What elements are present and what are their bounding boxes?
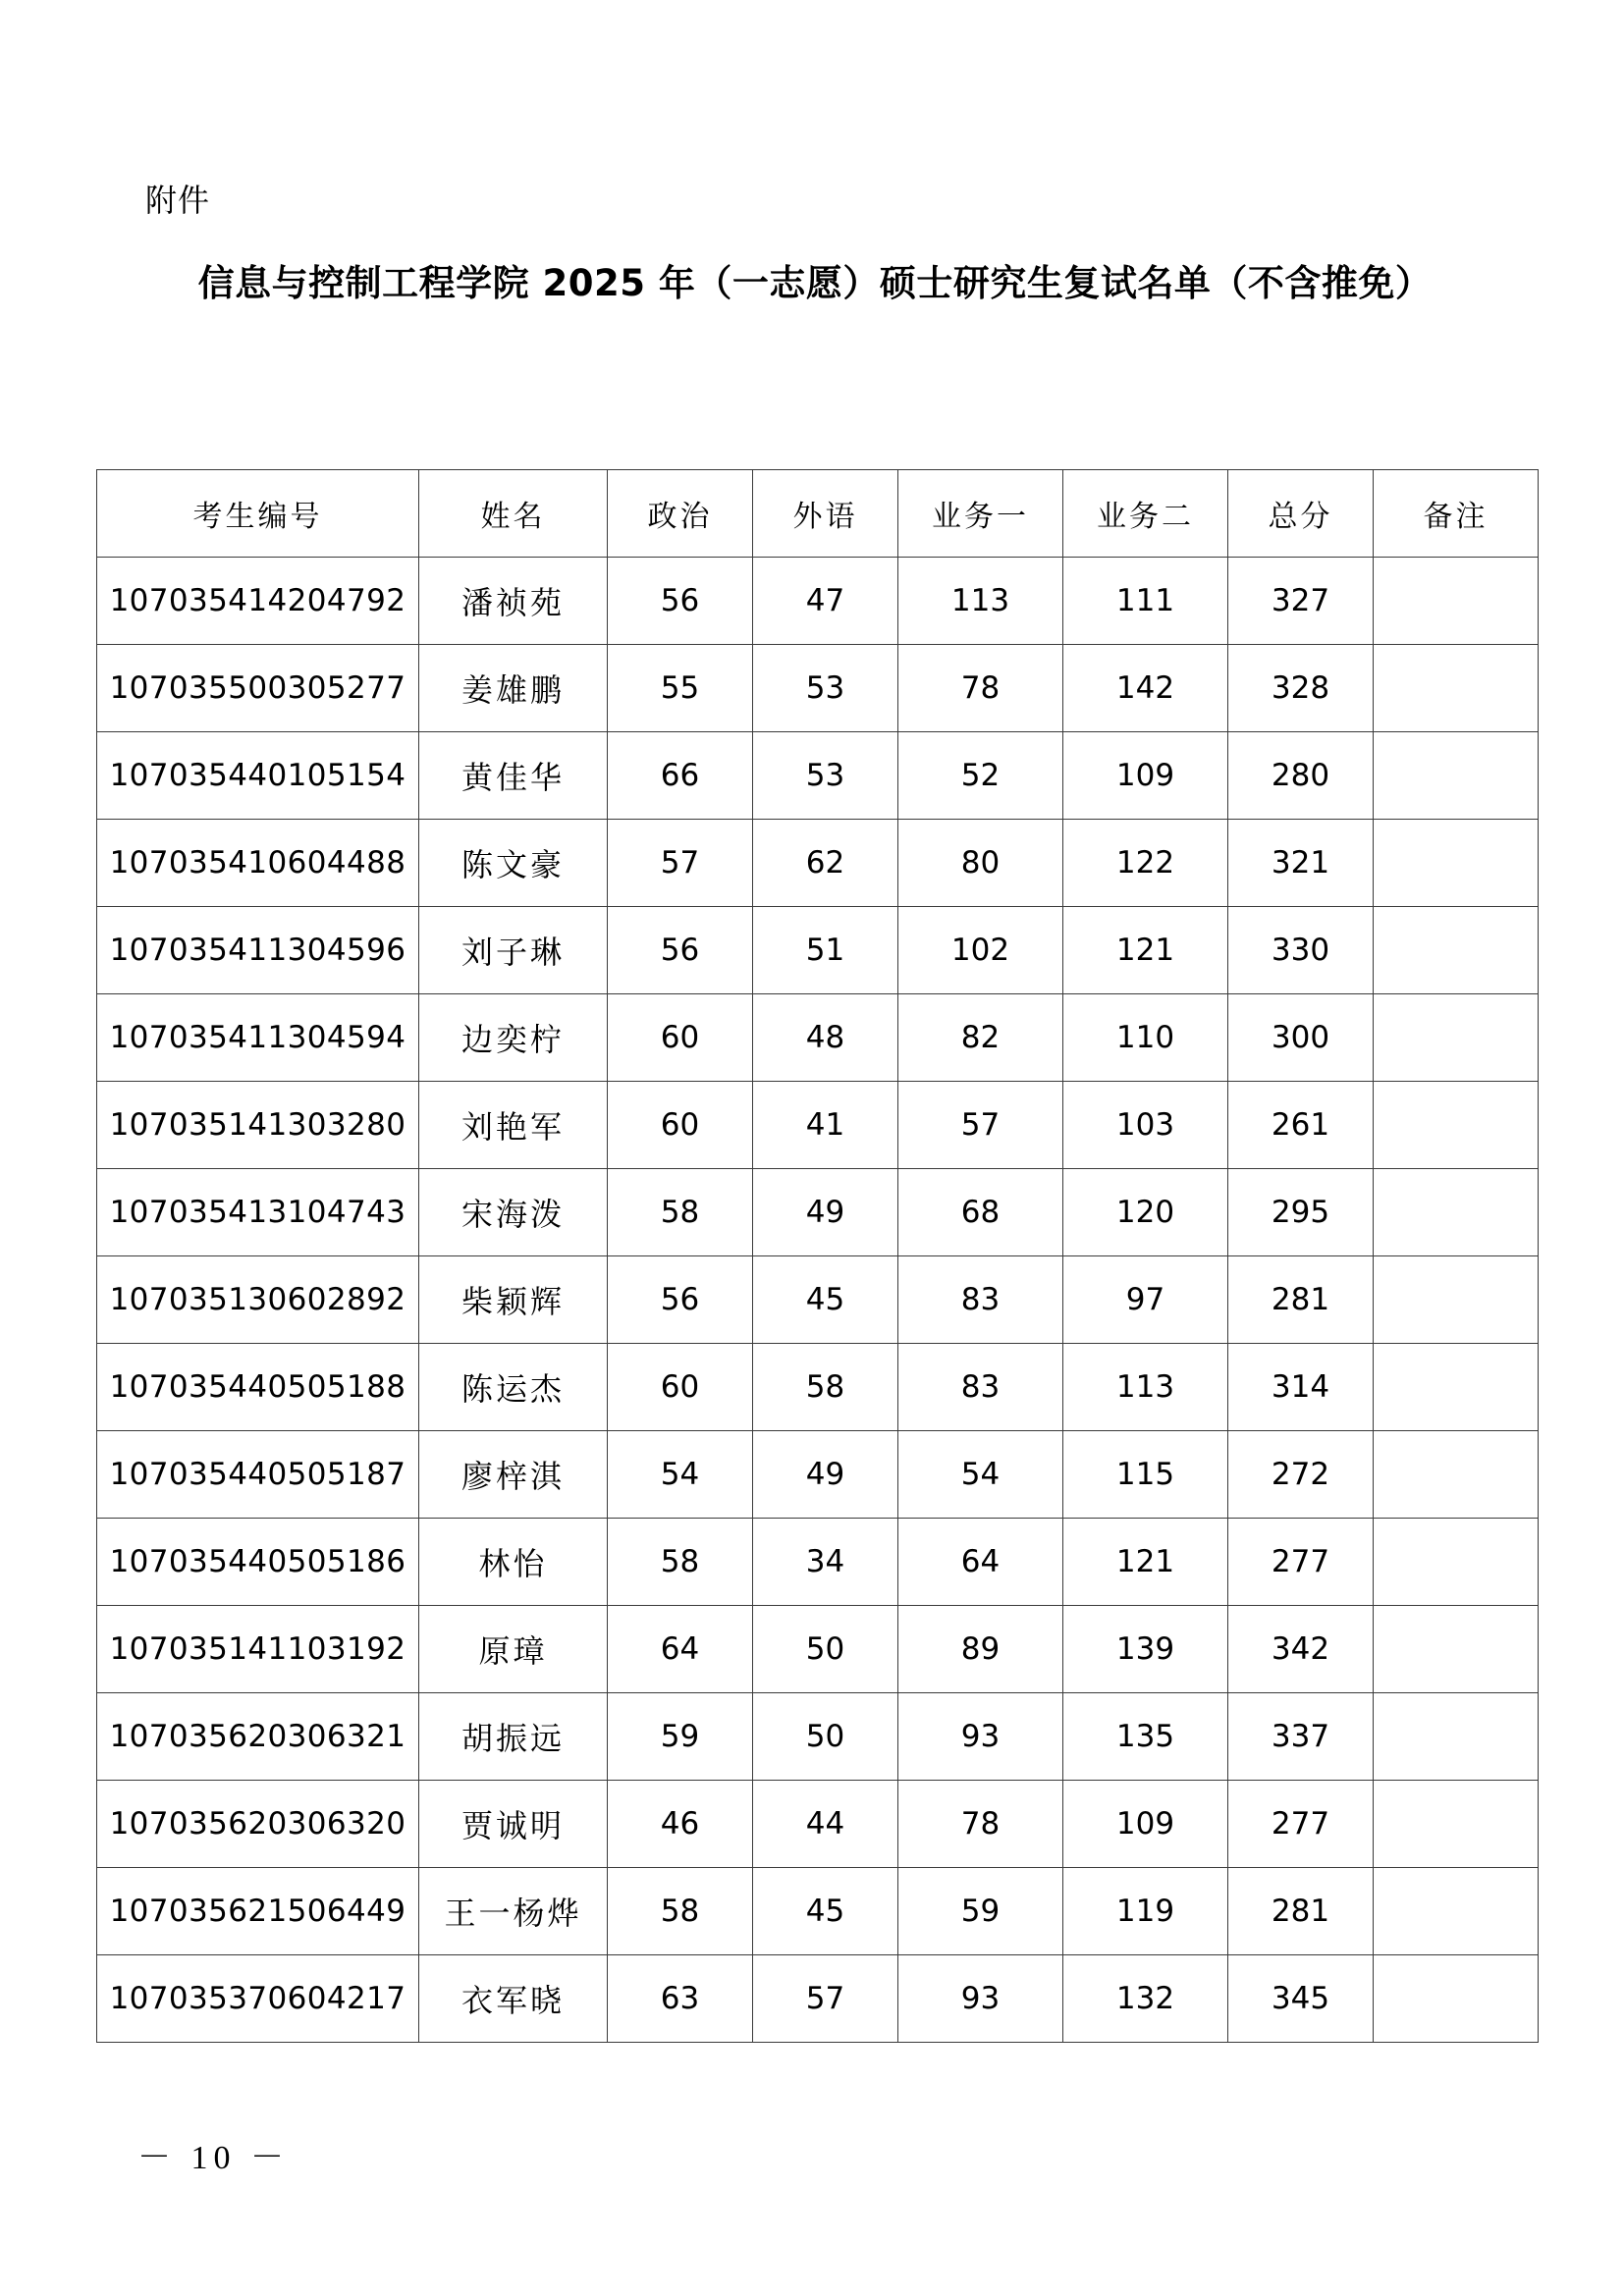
cell-remark <box>1374 1431 1539 1519</box>
cell-politics <box>608 1169 753 1256</box>
cell-value-id: 107035370604217 <box>109 1981 406 2016</box>
cell-value-total: 261 <box>1271 1107 1330 1143</box>
cell-value-id: 107035500305277 <box>109 670 406 706</box>
column-header-politics <box>608 470 753 558</box>
table-row <box>97 907 1539 994</box>
cell-value-name: 贾诚明 <box>460 1808 565 1843</box>
cell-remark <box>1374 1344 1539 1431</box>
cell-value-major1: 83 <box>960 1282 1001 1317</box>
cell-total <box>1228 1606 1374 1693</box>
column-header-id <box>97 470 419 558</box>
cell-politics <box>608 1082 753 1169</box>
cell-value-total: 321 <box>1271 845 1330 881</box>
table-row <box>97 1256 1539 1344</box>
cell-value-major1: 93 <box>960 1981 1001 2016</box>
column-header-major2 <box>1063 470 1228 558</box>
cell-politics <box>608 907 753 994</box>
cell-value-politics: 56 <box>660 1282 700 1317</box>
cell-major1 <box>898 820 1063 907</box>
cell-value-total: 327 <box>1271 583 1330 618</box>
cell-value-foreign: 50 <box>805 1719 845 1754</box>
cell-value-major2: 119 <box>1115 1894 1175 1929</box>
column-header-label: 业务一 <box>932 500 1029 534</box>
cell-value-politics: 54 <box>660 1457 700 1492</box>
cell-value-major1: 93 <box>960 1719 1001 1754</box>
cell-value-foreign: 44 <box>805 1806 845 1842</box>
cell-value-politics: 66 <box>660 758 700 793</box>
cell-value-major1: 78 <box>960 1806 1001 1842</box>
cell-id <box>97 732 419 820</box>
cell-major1 <box>898 645 1063 732</box>
cell-foreign <box>753 732 898 820</box>
cell-major1 <box>898 558 1063 645</box>
cell-major2 <box>1063 1519 1228 1606</box>
cell-name <box>419 645 608 732</box>
cell-value-major2: 121 <box>1115 933 1175 968</box>
table-row <box>97 1169 1539 1256</box>
column-header-label: 姓名 <box>480 500 546 534</box>
cell-remark <box>1374 1256 1539 1344</box>
cell-value-id: 107035440505187 <box>109 1457 406 1492</box>
cell-foreign <box>753 645 898 732</box>
column-header-remark <box>1374 470 1539 558</box>
cell-value-politics: 58 <box>660 1195 700 1230</box>
cell-id <box>97 1606 419 1693</box>
cell-remark <box>1374 732 1539 820</box>
column-header-label: 考生编号 <box>192 500 323 534</box>
cell-politics <box>608 645 753 732</box>
cell-value-total: 281 <box>1271 1894 1330 1929</box>
cell-value-id: 107035410604488 <box>109 845 406 881</box>
cell-remark <box>1374 994 1539 1082</box>
table-row <box>97 558 1539 645</box>
table-row <box>97 820 1539 907</box>
cell-value-name: 黄佳华 <box>460 760 565 795</box>
cell-name <box>419 1169 608 1256</box>
column-header-label: 外语 <box>792 500 858 534</box>
cell-major2 <box>1063 1256 1228 1344</box>
cell-value-major2: 111 <box>1115 583 1175 618</box>
cell-value-foreign: 62 <box>805 845 845 881</box>
cell-value-id: 107035620306320 <box>109 1806 406 1842</box>
cell-value-major2: 113 <box>1115 1369 1175 1405</box>
cell-value-major1: 59 <box>960 1894 1001 1929</box>
cell-value-major1: 83 <box>960 1369 1001 1405</box>
cell-value-name: 陈运杰 <box>460 1371 565 1407</box>
cell-total <box>1228 820 1374 907</box>
cell-major2 <box>1063 1781 1228 1868</box>
table-row <box>97 1606 1539 1693</box>
cell-value-politics: 57 <box>660 845 700 881</box>
column-header-label: 政治 <box>647 500 713 534</box>
cell-value-name: 衣军晓 <box>460 1983 565 2018</box>
cell-value-foreign: 48 <box>805 1020 845 1055</box>
cell-id <box>97 1781 419 1868</box>
cell-major1 <box>898 1169 1063 1256</box>
cell-total <box>1228 732 1374 820</box>
cell-name <box>419 1082 608 1169</box>
cell-name <box>419 1693 608 1781</box>
admission-score-table <box>96 469 1539 2043</box>
attachment-label: 附件 <box>145 182 211 219</box>
cell-major1 <box>898 1344 1063 1431</box>
cell-major1 <box>898 1606 1063 1693</box>
cell-politics <box>608 1344 753 1431</box>
cell-name <box>419 732 608 820</box>
cell-value-major2: 132 <box>1115 1981 1175 2016</box>
cell-value-total: 345 <box>1271 1981 1330 2016</box>
cell-value-major1: 113 <box>950 583 1010 618</box>
cell-value-major1: 68 <box>960 1195 1001 1230</box>
cell-value-major1: 52 <box>960 758 1001 793</box>
cell-value-foreign: 53 <box>805 670 845 706</box>
cell-value-name: 潘祯苑 <box>460 585 565 620</box>
cell-foreign <box>753 1431 898 1519</box>
cell-foreign <box>753 820 898 907</box>
column-header-total <box>1228 470 1374 558</box>
cell-id <box>97 1431 419 1519</box>
cell-value-major2: 109 <box>1115 758 1175 793</box>
column-header-label: 备注 <box>1423 500 1489 534</box>
cell-major2 <box>1063 558 1228 645</box>
cell-remark <box>1374 645 1539 732</box>
cell-value-id: 107035440505188 <box>109 1369 406 1405</box>
cell-remark <box>1374 558 1539 645</box>
cell-value-politics: 63 <box>660 1981 700 2016</box>
cell-value-total: 337 <box>1271 1719 1330 1754</box>
cell-value-foreign: 50 <box>805 1631 845 1667</box>
cell-major2 <box>1063 732 1228 820</box>
cell-value-major2: 97 <box>1125 1282 1165 1317</box>
cell-value-total: 280 <box>1271 758 1330 793</box>
cell-value-foreign: 53 <box>805 758 845 793</box>
column-header-name <box>419 470 608 558</box>
cell-total <box>1228 1431 1374 1519</box>
cell-name <box>419 1431 608 1519</box>
cell-value-major1: 54 <box>960 1457 1001 1492</box>
cell-total <box>1228 558 1374 645</box>
cell-remark <box>1374 820 1539 907</box>
cell-remark <box>1374 907 1539 994</box>
cell-value-id: 107035411304596 <box>109 933 406 968</box>
cell-major2 <box>1063 1169 1228 1256</box>
table-header-row <box>97 470 1539 558</box>
cell-total <box>1228 1256 1374 1344</box>
cell-major2 <box>1063 645 1228 732</box>
cell-value-major1: 102 <box>950 933 1010 968</box>
cell-value-id: 107035141103192 <box>109 1631 406 1667</box>
cell-value-total: 328 <box>1271 670 1330 706</box>
cell-name <box>419 1256 608 1344</box>
cell-value-major2: 121 <box>1115 1544 1175 1579</box>
cell-value-major2: 109 <box>1115 1806 1175 1842</box>
cell-id <box>97 558 419 645</box>
cell-total <box>1228 907 1374 994</box>
cell-value-foreign: 49 <box>805 1457 845 1492</box>
cell-politics <box>608 1606 753 1693</box>
cell-value-total: 281 <box>1271 1282 1330 1317</box>
cell-remark <box>1374 1693 1539 1781</box>
cell-value-major1: 80 <box>960 845 1001 881</box>
cell-major1 <box>898 994 1063 1082</box>
cell-value-name: 刘艳军 <box>460 1109 565 1145</box>
table-row <box>97 1781 1539 1868</box>
cell-value-major2: 115 <box>1115 1457 1175 1492</box>
cell-value-foreign: 47 <box>805 583 845 618</box>
cell-value-major1: 64 <box>960 1544 1001 1579</box>
cell-value-name: 胡振远 <box>460 1721 565 1756</box>
cell-value-total: 272 <box>1271 1457 1330 1492</box>
column-header-label: 总分 <box>1268 500 1333 534</box>
cell-total <box>1228 1955 1374 2043</box>
cell-major1 <box>898 1955 1063 2043</box>
cell-id <box>97 820 419 907</box>
page-title: 信息与控制工程学院 2025 年（一志愿）硕士研究生复试名单（不含推免） <box>197 262 1433 304</box>
column-header-label: 业务二 <box>1097 500 1194 534</box>
cell-value-major1: 57 <box>960 1107 1001 1143</box>
cell-major2 <box>1063 1344 1228 1431</box>
cell-name <box>419 1955 608 2043</box>
cell-foreign <box>753 1868 898 1955</box>
cell-politics <box>608 1955 753 2043</box>
cell-remark <box>1374 1519 1539 1606</box>
cell-id <box>97 1868 419 1955</box>
table-row <box>97 645 1539 732</box>
cell-foreign <box>753 1344 898 1431</box>
cell-major2 <box>1063 1082 1228 1169</box>
cell-major2 <box>1063 1955 1228 2043</box>
cell-politics <box>608 994 753 1082</box>
cell-value-foreign: 49 <box>805 1195 845 1230</box>
cell-major2 <box>1063 820 1228 907</box>
cell-major2 <box>1063 994 1228 1082</box>
cell-foreign <box>753 907 898 994</box>
cell-value-politics: 60 <box>660 1369 700 1405</box>
cell-total <box>1228 1868 1374 1955</box>
page-number-footer: － 10 － <box>137 2140 290 2176</box>
cell-value-politics: 59 <box>660 1719 700 1754</box>
cell-value-foreign: 51 <box>805 933 845 968</box>
cell-major2 <box>1063 907 1228 994</box>
cell-value-foreign: 58 <box>805 1369 845 1405</box>
cell-value-major1: 82 <box>960 1020 1001 1055</box>
cell-value-politics: 60 <box>660 1107 700 1143</box>
cell-total <box>1228 1344 1374 1431</box>
cell-value-politics: 46 <box>660 1806 700 1842</box>
cell-politics <box>608 558 753 645</box>
cell-value-total: 277 <box>1271 1544 1330 1579</box>
cell-politics <box>608 1693 753 1781</box>
cell-name <box>419 1344 608 1431</box>
cell-value-foreign: 57 <box>805 1981 845 2016</box>
cell-total <box>1228 645 1374 732</box>
cell-foreign <box>753 1955 898 2043</box>
cell-total <box>1228 1781 1374 1868</box>
cell-id <box>97 1955 419 2043</box>
column-header-foreign <box>753 470 898 558</box>
table-row <box>97 1082 1539 1169</box>
cell-value-politics: 64 <box>660 1631 700 1667</box>
cell-foreign <box>753 994 898 1082</box>
score-table-container <box>96 469 1538 2043</box>
cell-value-name: 廖梓淇 <box>460 1459 565 1494</box>
cell-foreign <box>753 1693 898 1781</box>
cell-value-politics: 60 <box>660 1020 700 1055</box>
cell-foreign <box>753 558 898 645</box>
cell-value-major2: 139 <box>1115 1631 1175 1667</box>
cell-id <box>97 1169 419 1256</box>
cell-total <box>1228 1693 1374 1781</box>
cell-remark <box>1374 1781 1539 1868</box>
cell-major2 <box>1063 1606 1228 1693</box>
cell-value-id: 107035414204792 <box>109 583 406 618</box>
cell-value-id: 107035621506449 <box>109 1894 406 1929</box>
cell-major1 <box>898 1868 1063 1955</box>
cell-foreign <box>753 1781 898 1868</box>
cell-major1 <box>898 1781 1063 1868</box>
cell-foreign <box>753 1082 898 1169</box>
cell-value-politics: 58 <box>660 1544 700 1579</box>
table-row <box>97 1693 1539 1781</box>
cell-politics <box>608 732 753 820</box>
cell-major1 <box>898 1082 1063 1169</box>
cell-value-total: 295 <box>1271 1195 1330 1230</box>
cell-value-id: 107035620306321 <box>109 1719 406 1754</box>
cell-value-id: 107035440105154 <box>109 758 406 793</box>
cell-value-politics: 56 <box>660 933 700 968</box>
cell-value-name: 姜雄鹏 <box>460 672 565 708</box>
cell-major1 <box>898 1693 1063 1781</box>
cell-name <box>419 558 608 645</box>
cell-major2 <box>1063 1868 1228 1955</box>
cell-foreign <box>753 1169 898 1256</box>
cell-value-major1: 89 <box>960 1631 1001 1667</box>
cell-value-total: 330 <box>1271 933 1330 968</box>
cell-value-id: 107035413104743 <box>109 1195 406 1230</box>
cell-politics <box>608 1256 753 1344</box>
cell-major2 <box>1063 1431 1228 1519</box>
cell-politics <box>608 1519 753 1606</box>
cell-name <box>419 994 608 1082</box>
table-row <box>97 1519 1539 1606</box>
cell-total <box>1228 994 1374 1082</box>
cell-value-major1: 78 <box>960 670 1001 706</box>
cell-major1 <box>898 1256 1063 1344</box>
cell-value-name: 陈文豪 <box>460 847 565 882</box>
cell-value-major2: 110 <box>1115 1020 1175 1055</box>
cell-name <box>419 1606 608 1693</box>
cell-total <box>1228 1169 1374 1256</box>
cell-id <box>97 1256 419 1344</box>
cell-name <box>419 820 608 907</box>
cell-value-id: 107035141303280 <box>109 1107 406 1143</box>
cell-value-foreign: 34 <box>805 1544 845 1579</box>
cell-remark <box>1374 1868 1539 1955</box>
cell-major1 <box>898 732 1063 820</box>
cell-id <box>97 1519 419 1606</box>
cell-value-id: 107035130602892 <box>109 1282 406 1317</box>
cell-value-total: 300 <box>1271 1020 1330 1055</box>
cell-value-major2: 103 <box>1115 1107 1175 1143</box>
cell-politics <box>608 820 753 907</box>
cell-value-politics: 58 <box>660 1894 700 1929</box>
cell-remark <box>1374 1169 1539 1256</box>
cell-major1 <box>898 907 1063 994</box>
cell-remark <box>1374 1082 1539 1169</box>
table-row <box>97 1431 1539 1519</box>
cell-value-name: 刘子琳 <box>460 934 565 970</box>
cell-id <box>97 1082 419 1169</box>
table-row <box>97 732 1539 820</box>
cell-total <box>1228 1082 1374 1169</box>
table-row <box>97 1868 1539 1955</box>
cell-value-foreign: 41 <box>805 1107 845 1143</box>
cell-remark <box>1374 1955 1539 2043</box>
cell-value-politics: 55 <box>660 670 700 706</box>
cell-value-name: 宋海泼 <box>460 1197 565 1232</box>
cell-value-foreign: 45 <box>805 1894 845 1929</box>
cell-foreign <box>753 1606 898 1693</box>
cell-value-id: 107035411304594 <box>109 1020 406 1055</box>
cell-politics <box>608 1781 753 1868</box>
cell-value-name: 原璋 <box>478 1633 548 1669</box>
cell-value-major2: 135 <box>1115 1719 1175 1754</box>
cell-id <box>97 645 419 732</box>
cell-id <box>97 994 419 1082</box>
table-row <box>97 994 1539 1082</box>
table-row <box>97 1955 1539 2043</box>
cell-politics <box>608 1431 753 1519</box>
cell-value-name: 边奕柠 <box>460 1022 565 1057</box>
cell-id <box>97 907 419 994</box>
cell-foreign <box>753 1256 898 1344</box>
cell-major2 <box>1063 1693 1228 1781</box>
cell-value-total: 342 <box>1271 1631 1330 1667</box>
cell-value-major2: 120 <box>1115 1195 1175 1230</box>
cell-id <box>97 1693 419 1781</box>
cell-major1 <box>898 1431 1063 1519</box>
cell-remark <box>1374 1606 1539 1693</box>
cell-politics <box>608 1868 753 1955</box>
cell-value-total: 314 <box>1271 1369 1330 1405</box>
cell-name <box>419 1781 608 1868</box>
cell-total <box>1228 1519 1374 1606</box>
cell-foreign <box>753 1519 898 1606</box>
cell-value-name: 柴颖辉 <box>460 1284 565 1319</box>
column-header-major1 <box>898 470 1063 558</box>
cell-value-id: 107035440505186 <box>109 1544 406 1579</box>
cell-name <box>419 1868 608 1955</box>
table-row <box>97 1344 1539 1431</box>
cell-value-name: 林怡 <box>478 1546 548 1581</box>
cell-value-foreign: 45 <box>805 1282 845 1317</box>
cell-major1 <box>898 1519 1063 1606</box>
cell-value-politics: 56 <box>660 583 700 618</box>
cell-id <box>97 1344 419 1431</box>
cell-name <box>419 1519 608 1606</box>
cell-name <box>419 907 608 994</box>
cell-value-total: 277 <box>1271 1806 1330 1842</box>
cell-value-name: 王一杨烨 <box>444 1896 582 1931</box>
cell-value-major2: 122 <box>1115 845 1175 881</box>
cell-value-major2: 142 <box>1115 670 1175 706</box>
